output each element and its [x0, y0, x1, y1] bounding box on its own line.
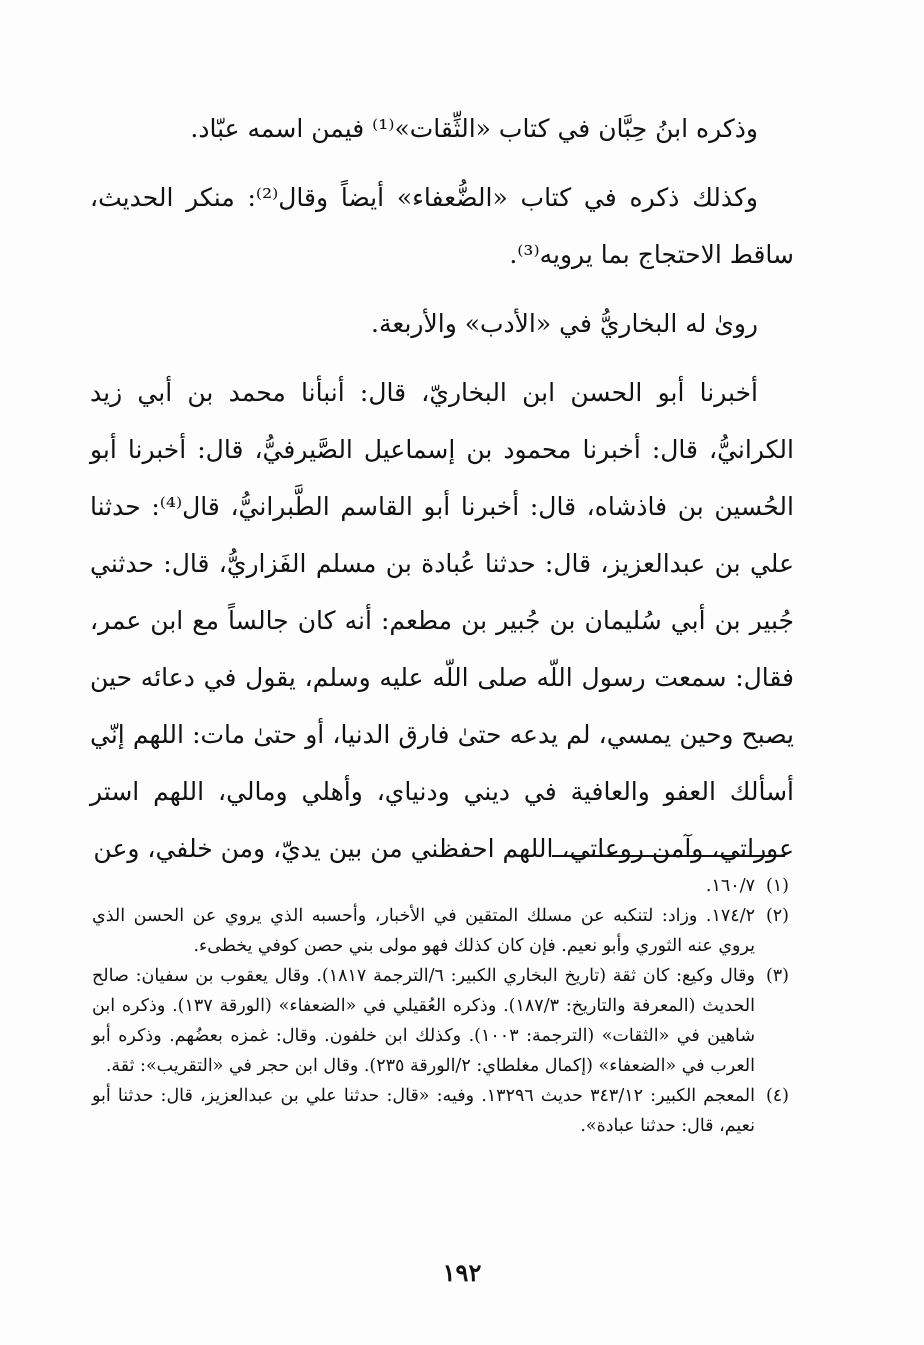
footnote-separator [552, 855, 785, 857]
paragraph-2: وكذلك ذكره في كتاب «الضُّعفاء» أيضاً وقال⁽²⁾: منكر الحديث، ساقط الاحتجاج بما يرويه⁽³⁾. [90, 183, 794, 269]
footnote-number: (٤) [765, 1086, 789, 1106]
footnote-number: (١) [765, 876, 789, 896]
page-number: ١٩٢ [442, 1258, 482, 1287]
footnote-number: (٣) [765, 966, 789, 986]
footnote [92, 1081, 789, 1141]
paragraph-1: وذكره ابنُ حِبَّان في كتاب «الثِّقات»⁽¹⁾ فيمن اسمه عبّاد. [190, 114, 758, 143]
footnote-text: المعجم الكبير: ٣٤٣/١٢ حديث ١٣٢٩٦. وفيه: «قال: حدثنا علي بن عبدالعزيز، قال: حدثنا أبو نعيم، قال: حدثنا عبادة». [92, 1086, 756, 1136]
footnote-text: وقال وكيع: كان ثقة (تاريخ البخاري الكبير: ٦/الترجمة ١٨١٧). وقال يعقوب بن سفيان: صالح الحديث (المعرفة والتاريخ: ١٨٧/٣). وذكره العُقيلي في «الضعفاء» (الورقة ١٣٧). وذكره ابن شاهين في «الثقات» (الترجمة: ١٠٠٣). وكذلك ابن خلفون. وقال: غمزه بعضُهم. وذكره أبو العرب في «الضعفاء» (إكمال مغلطاي: ٢/الورقة ٢٣٥). وقال ابن حجر في «التقريب»: ثقة. [92, 966, 755, 1076]
footnotes [92, 871, 789, 1141]
footnote [92, 961, 789, 1081]
footnote [92, 901, 789, 961]
main-text [90, 100, 794, 877]
footnote-text: ١٧٤/٢. وزاد: لتنكبه عن مسلك المتقين في الأخبار، وأحسبه الذي يروي عن الحسن الذي يروي عنه الثوري وأبو نعيم. فإن كان كذلك فهو مولى بني حصن كوفي يخطىء. [92, 906, 755, 956]
footnote [92, 871, 789, 901]
paragraph-4: أخبرنا أبو الحسن ابن البخاريّ، قال: أنبأنا محمد بن أبي زيد الكرانيُّ، قال: أخبرنا محمود بن إسماعيل الصَّيرفيُّ، قال: أخبرنا أبو الحُسين بن فاذشاه، قال: أخبرنا أبو القاسم الطَّبرانيُّ، قال⁽⁴⁾: حدثنا علي بن عبدالعزيز، قال: حدثنا عُبادة بن مسلم الفَزاريُّ، قال: حدثني جُبير بن أبي سُليمان بن جُبير بن مطعم: أنه كان جالساً مع ابن عمر، فقال: سمعت رسول اللّه صلى اللّه عليه وسلم، يقول في دعائه حين يصبح وحين يمسي، لم يدعه حتىٰ فارق الدنيا، أو حتىٰ مات: اللهم إنّي أسألك العفو والعافية في ديني ودنياي، وأهلي ومالي، اللهم استر عوراتي، وآمن روعاتي، اللهم احفظني من بين يديّ، ومن خلفي، وعن [90, 378, 794, 863]
footnote-number: (٢) [765, 906, 789, 926]
paragraph-3: روىٰ له البخاريُّ في «الأدب» والأربعة. [371, 309, 758, 338]
footnote-text: ١٦٠/٧. [705, 876, 755, 896]
